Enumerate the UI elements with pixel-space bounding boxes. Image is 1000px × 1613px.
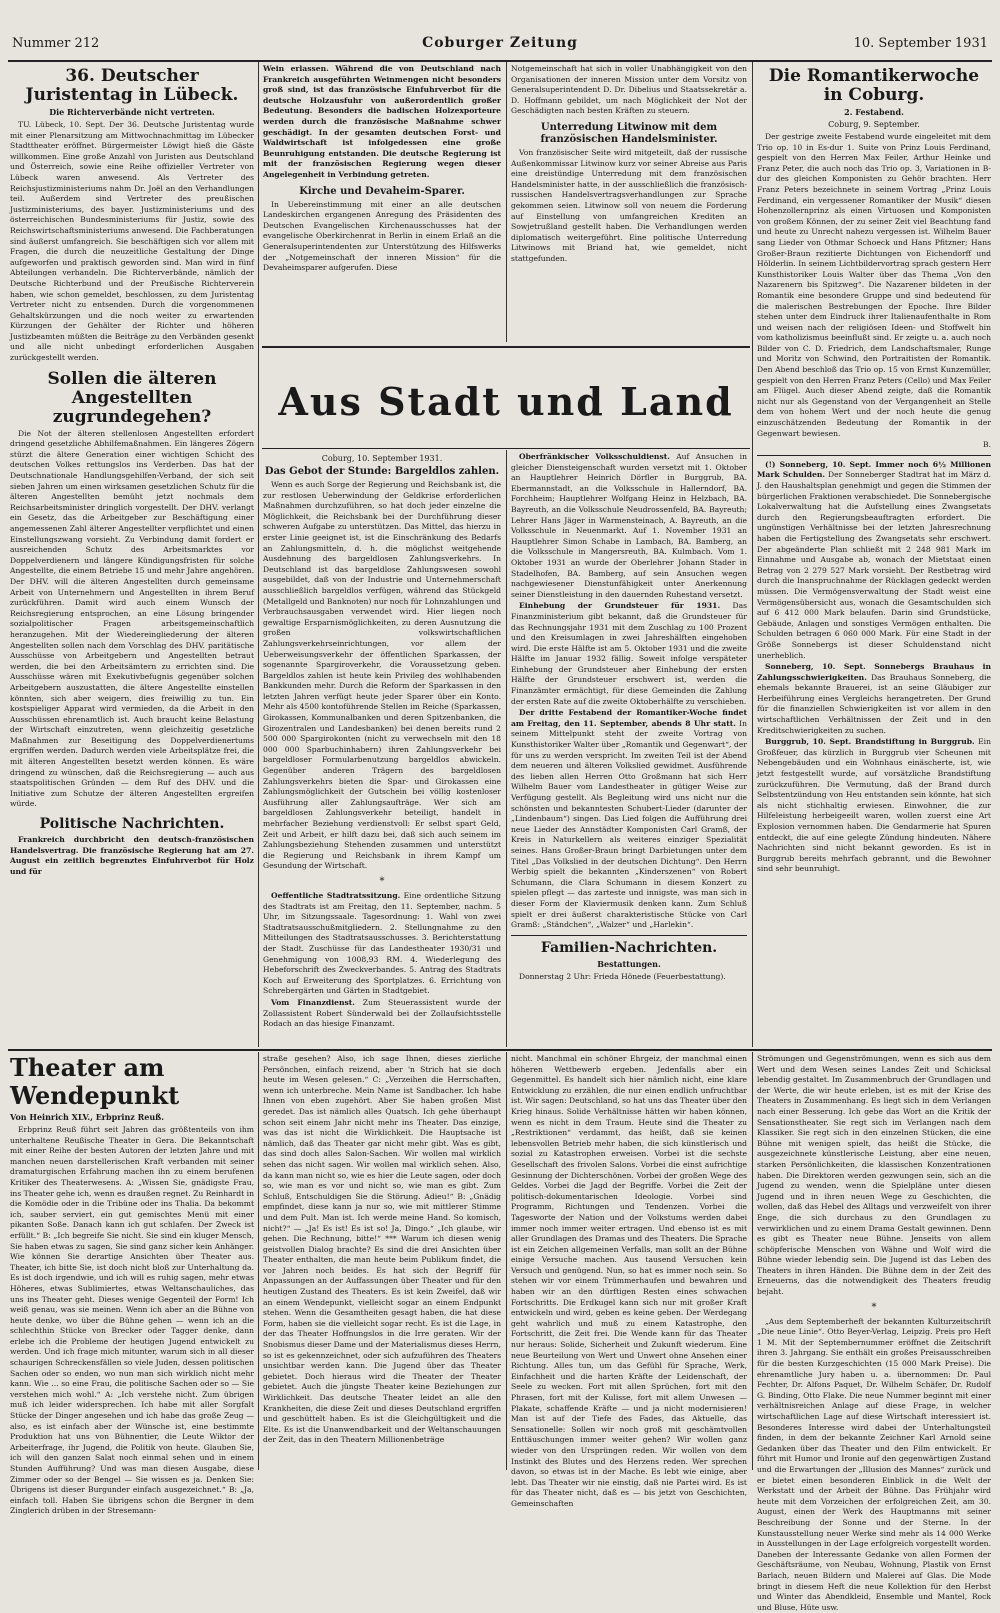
angestellte-headline: Sollen die älteren Angestellten zugrundegehen? <box>47 368 217 427</box>
feuilleton-rule <box>8 1049 992 1051</box>
masthead <box>0 32 1000 58</box>
finanzdienst-article: Zum Steuerassistent wurde der Zollassistent Robert Sünderwald bei der Zollaufsichtsstelle Rodach an das hiesige Finanzamt. <box>263 997 502 1029</box>
romantikerwoche-article: Der gestrige zweite Festabend wurde eingeleitet mit dem Trio op. 10 in Es-dur 1. Suite von Prinz Louis Ferdinand, gespielt von den Herren Max Feiler, Arthur Heinke und Franz Peter, die auch noch das Trio op. 3, Variationen in B-dur des gleichen Komponisten zu Gehör brachten. Herr Franz Peters bezeichnete in seinem Vortrag „Prinz Louis Ferdinand, ein vergessener Romantiker der Musik“ diesen Hohenzollernprinz als einen Virtuosen und Komponisten von großem Können, der zu seiner Zeit viel Beachtung fand und heute zu Unrecht nahezu vergessen ist. Wilhelm Bauer sang Lieder von Othmar Schoeck und Hans Pfitzner; Hans Großer-Braun rezitierte Dichtungen von Eichendorff und Hölderlin. In seinem Lichtbildervortrag sprach gestern Herr Kunsthistoriker Louis Walter über das Thema „Von den Nazarenern bis Spitzweg“. Die Nazarener bildeten in der Romantik eine besondere Gruppe und sind bedeutend für die malerischen Bestrebungen der Epoche. Ihre Bilder stehen unter dem Eindruck ihrer Italienaufenthalte in Rom und weisen nach der religiösen Ideen- und Stoffwelt hin vom katholizismus beeinflußt sind. Er zeigte u. a. auch noch Bilder von C. D. Friedrich, dem Landschaftsmaler, Runge und Moritz von Schwind, den Portraitisten der Romantik. Den Abend beschloß das Trio op. 15 von Ernst Kunzemüller, gespielt von den Herren Franz Peters (Cello) und Max Feiler am Flügel. Auch dieser Abend zeigte, daß die Romantik nicht nur als Gegenstand von der Vergangenheit an Stelle dem von hohem Wert und der noch heute die genug einzuschätzenden Bedeutung der Romantik in der Gegenwart bewiesen. <box>757 132 991 438</box>
theater-text-4: Strömungen und Gegenströmungen, wenn es sich aus dem Wert und dem Wesen seines Landes Zeit und Schicksal lebendig gestaltet. Im Zusammenbruch der Grundlagen und der Werte, die wir heute erleben, ist es mit der Krise des Theaters in Zusammenhang. Es liegt sich in dem Verlangen nach einer Besserung. Ich gebe das Wort an die Kritik der Sensationstheater. Sie regt sich im Verlangen nach dem Klassiker. Sie regt sich in den einzelnen Stücken, die eine Bühne mit wenigen spielt, das heißt die Stücke, die ausgezeichnete künstlerische Leistung, aber eine neuen, starken Persönlichkeiten, die klassischen Konzentrationen haben. Die Direktoren werden gezwungen sein, sich an die Jugend zu wenden, wenn die Spielpläne unter diesen Jugend und in ihren neuen Wege zu Geschichten, die wollen, daß das Hebel des Alltags und verzweifelt von ihrer Enge, die sich durchaus zu den Grundlagen zu verwirklichen und zu einem Drama Gestalt gewinnen. Denn es gibt es Theater neue Bühne. Jenseits von allem schöpferische Menschen von Wähne und Wolf wird die Bühne wieder lebendig sein. Die Jugend ist das Leben des Theaters in ihren Händen. Die Bühne dem in der Zeit des Erneuerns, das die notwendigkeit des Theaters freudig bejaht. <box>757 1054 991 1297</box>
stadt-rule-top <box>262 346 750 348</box>
familien-rule <box>511 935 747 936</box>
theater-column-3 <box>511 1054 747 1508</box>
column-divider <box>506 450 507 1047</box>
festabend-article: In seinem Mittelpunkt steht der zweite Vortrag von Kunsthistoriker Walter über „Romantik und Gegenwart“, der für uns zu werden verspricht. Im zweiten Teil ist der Abend dem neueren und älteren Volkslied gewidmet. Ausführende des lieben allen Herren Otto Großmann hat sich Herr Wilhelm Bauer vom Landestheater in gütiger Weise zur Verfügung gestellt. Als Begleitung wird uns nicht nur die schönsten und bekanntesten Schubert-Lieder (darunter der „Lindenbaum“) singen. Das Lied folgen die Aufführung drei neue Lieder des Annstädter Komponisten Carl Gramß, der Kreis in Naturkellern als weiteres einziger Spezialität seines. Hans Großer-Braun bringt Darbietungen unter dem Titel „Das Volkslied in der deutschen Dichtung“. Den Herrn Werbig spielt die bekannten „Kinderszenen“ von Robert Schumann, die Clara Schumann in diesem Konzert zu spielen pflegt — das zarteste und innigste, was man sich in dieser Form der Klaviermusik denken kann. Zum Schluß spielt er drei äußerst charakteristische Stücke von Carl Gramß: „Ständchen“, „Walzer“ und „Harlekin“. <box>511 718 747 930</box>
burggrub-article: Ein Großfeuer, das kürzlich in Burggrub vier Scheunen mit Nebengebäuden und ein Wohnhaus einäscherte, ist, wie jetzt festgestellt wurde, auf vorsätzliche Brandstiftung zurückzuführen. Die Vermutung, daß der Brand durch Selbstentzündung von Heu entstanden sein könnte, hat sich als nicht stichhaltig erwiesen. Einwohner, die zur Hilfeleistung herbeigeeilt waren, wollen zuerst eine Art Explosion vernommen haben. Die Gendarmerie hat Spuren entdeckt, die auf eine gelegte Zündung hindeuten. Nähere Nachrichten sind nicht bekannt geworden. Es ist in Burggrub bereits mehrfach gebrannt, und die Bewohner sind sehr beunruhigt. <box>757 737 991 874</box>
aus-stadt-und-land-banner: Aus Stadt und Land <box>278 379 734 424</box>
theater-text-3: nicht. Manchmal ein schöner Ehrgeiz, der manchmal einen höheren Wettbewerb ergeben. Jedenfalls aber ein Gegenmittel. Es handelt sich hier nämlich nicht, eine klare Entwicklung zu erzählen, die nur einen endlich unfruchtbar ist. Wir sagen: Deutschland, so hat uns das Theater über den Krieg hinaus. Solide Verhältnisse hätten wir haben können, wenn es nicht in dem Traum. Heute sind die Theater zu „Restriktionen“ verdammt, das heißt, daß sie keinen lebensvollen Betrieb mehr haben, die sich künstlerisch und sozial zu Katastrophen erweisen. Vorbei ist die sechste Gesellschaft des frivolen Salons. Vorbei die einst aufrichtige Gesinnung der Dichterschönen. Vorbei der großen Wege des Geldes. Vorbei die Jagd der Begriffe. Vorbei die Zeit der politisch-dokumentarischen Ideologie. Vorbei sind Programm, Richtungen und Tendenzen. Vorbei die Tagesworte der Nation und der Volkstums werden dabei immer noch immer weiter ertragen. Und ebenso ist es mit aller Grundlagen des Dramas und des Theaters. Die Sprache ist ein Zeichen allgemeinen Verfalls, man sollt an der Bühne einige Versuche machen. Aus tausend Versuchen kein Versuch und genügend. Nun, so hat es immer noch sein. So stehen wir vor einem Trümmerhaufen und bewahren und haben wir an den dürftigen Resten eines schwachen Fortschritts. Die Erdkugel kann sich nur mit großer Kraft entwickeln und wird, geben es keine geben. Der Werdegang geht wahrlich und muß zu einem Katastrophe, den Fortschritt, die Zeit frei. Die Wende kann für das Theater nur heraus: Solide, Sicherheit und Zukunft wiederum. Eine neue Beurteilung von Wert und Unwert ohne Ansehen einer Richtung. Alles tun, um das Gefühl für Sprache, Werk, Einfachheit und die harten Kräfte der Leidenschaft, der Seele zu wecken. Fort mit allen Sprüchen, fort mit den Phrasen, fort mit der Kulisse, fort mit allem Unwesen — Plakate, schaffende Kräfte — und ja nicht modernisieren! Man ist auf der Tiefe des Fades, das Aktuelle, das Sensationelle: Sollen wir noch groß mit geschämtvollen Enttäuschungen immer weiter gehen? Wir wollen ganz wieder von den Ursprüngen reden. Wir wollen von dem Instinkt des Blutes und des Herzens reden. Wer sprechen davon, so etwas ist in der Mache. Es lebt wie einige, aber lebt. Das Theater wir nie einstig, daß nie Partei wird. Es ist für das Theater nicht, daß es — bis jetzt von Geschichten, Gemeinschaften <box>511 1054 747 1508</box>
romantikerwoche-dateline: Coburg, 9. September. <box>828 120 920 129</box>
bargeldlos-headline: Das Gebot der Stunde: Bargeldlos zahlen. <box>264 466 500 477</box>
juristentag-article: TU. Lübeck, 10. Sept. Der 36. Deutsche Juristentag wurde mit einer Plenarsitzung am Mittwochnachmittag im Lübecker Stadttheater eröffnet. Bürgermeister Löwigt hieß die Gäste willkommen. Eine große Anzahl von Juristen aus Deutschland und Österreich, sowie eine Reihe offizieller Vertreter von Lübeck waren anwesend. Als Vertreter des Reichsjustizministeriums nahm Dr. Joël an den Verhandlungen teil. Außerdem sind Vertreter des preußischen Justizministeriums, des bayer. Justizministeriums und des österreichischen Bundesministeriums für Justiz, sowie des Reichswirtschaftsministeriums anwesend. Die Fachberatungen sind äußerst umfangreich. Sie beschäftigen sich vor allem mit Fragen, die durch die neuzeitliche Gestaltung der Dinge aufgeworfen und praktisch geworden sind. Man wird in fünf Abteilungen verhandeln. Die Richterverbände, nämlich der Deutsche Richterbund und der Preußische Richterverein haben, wie schon gemeldet, beschlossen, zu dem Juristentag Vertreter nicht zu entsenden. Durch die vorgenommenen Gehaltskürzungen und die noch weiter zu erwartenden Kürzungen der Gehälter der Richter und höheren Justizbeamten müßten die Beiträge zu den Verbänden gesenkt und alle nicht unbedingt erforderlichen Ausgaben zurückgestellt werden. <box>10 120 254 363</box>
sonneberg-schulden-article: Der Sonneberger Stadtrat hat im März d. J. den Haushaltsplan genehmigt und gegen die Stimmen der bürgerlichen Fraktionen verabschiedet. Die Sonnebergische Lokalverwaltung hat die Aufstellung eines Zwangsetats durch den Regierungsbeauftragten erfordert. Die ungünstigen Verhältnisse bei der letzten Jahresrechnung haben die Fertigstellung des Zwangsetats sehr erschwert. Der abgeänderte Plan schließt mit 2 248 981 Mark im Einnahme und Ausgabe ab, wonach der Mietstaat einen Betrag von 2 279 527 Mark vorsieht. Der Restbetrag wird durch die Inanspruchnahme der Rücklagen gedeckt werden müssen. Die Vermögensverwaltung der Stadt weist eine Vermögensübersicht aus, wonach die Gesamtschulden sich auf 6 412 000 Mark belaufen. Darin sind Grundstücke, Gebäude, Anlagen und sonstiges Vermögen enthalten. Die Schulden betragen 6 060 000 Mark. Für eine Stadt in der Größe Sonnebergs ist dieser Schuldenstand nicht unerheblich. <box>757 470 991 660</box>
masthead-rule <box>8 60 992 62</box>
notgemeinschaft-article: Notgemeinschaft hat sich in voller Unabhängigkeit von den Organisationen der inneren Mission unter dem Vorsitz von Generalsuperintendent D. Dr. Dibelius und Staatssekretär a. D. Hoffmann gebildet, um nach Möglichkeit der Not der Geschädigten nach besten Kräften zu steuern. <box>511 64 747 116</box>
theater-column-1 <box>10 1053 254 1516</box>
romantikerwoche-signature: B. <box>983 440 991 450</box>
column-stadt-left <box>263 452 501 1046</box>
section-star: * <box>379 875 385 887</box>
section-star: * <box>871 1301 877 1313</box>
theater-column-2 <box>263 1054 501 1470</box>
column-divider <box>506 1052 507 1470</box>
column-stadt-right <box>511 452 747 1046</box>
stadtratssitzung-headline: Oeffentliche Stadtratssitzung. <box>271 890 401 900</box>
juristentag-headline: 36. Deutscher Juristentag in Lübeck. <box>25 66 239 105</box>
holz-einfuhrverbot-article: Wein erlassen. Während die von Deutschland nach Frankreich ausgeführten Weinmengen nicht besonders groß sind, ist das französische Einfuhrverbot für die deutsche Holzausfuhr von außerordentlich großer Bedeutung. Besonders die badischen Holzexporteure werden durch die französische Maßnahme schwer geschädigt. In der gesamten deutschen Forst- und Waldwirtschaft ist infolgedessen eine große Beunruhigung entstanden. Die deutsche Regierung ist mit der französischen Regierung wegen dieser Angelegenheit in Verbindung getreten. <box>263 64 501 179</box>
column-divider <box>258 1052 259 1470</box>
column-divider <box>506 62 507 342</box>
devaheim-headline: Kirche und Devaheim-Sparer. <box>299 185 465 197</box>
brauhaus-article: Das Brauhaus Sonneberg, die ehemals bekannte Brauerei, ist an seine Gläubiger zur Herbeiführung eines Vergleichs herangetreten. Der Grund für die finanziellen Schwierigkeiten ist vor allem in den wirtschaftlichen Verhältnissen der Zeit und in den Kreditschwierigkeiten zu suchen. <box>757 672 991 735</box>
stadtratssitzung-article: Eine ordentliche Sitzung des Stadtrats ist am Freitag, den 11. September, nachm. 5 Uhr, im Sitzungssaale. Tagesordnung: 1. Wahl von zwei Stadtratsausschußmitgliedern. 2. Stellungnahme zu den Mitteilungen des Stadtratsausschusses. 3. Berichterstattung der Stadt. Zuschüsse für das Landestheater 1930/31 und Genehmigung von 1008,93 RM. 4. Wiederlegung des Hebeforschrift des Zweckverbandes. 5. Antrag des Stadtrats Koch auf Erweiterung des Sportplatzes. 6. Errichtung von Schrebergärten und Gärten in Stadtgebiet. <box>263 890 501 996</box>
bestattungen-subhead: Bestattungen. <box>597 958 661 969</box>
theater-text-1: Erbprinz Reuß führt seit Jahren das größtenteils von ihm unterhaltene Reußische Theater in Gera. Die Bekanntschaft mit einer Reihe der besten Autoren der letzten Jahre und mit manchen neuen darstellerischen Kraft verbanden mit seiner dramaturgischen Erfahrung machen ihn zu einem berufenen Kritiker des Theaterwesens. A: „Wissen Sie, gnädigste Frau, ins Theater gehe ich, wenn es draußen regnet. Zu Reinhardt in die Komödie oder in die Tribüne oder ins Thalia. Da bekommt ich, sauber serviert, ein gut gemischtes Menü mit einer pikanten Soße. Danach kann ich gut schlafen. Der Zweck ist erfüllt.“ B: „Ich begreife Sie nicht. Sie sind ein kluger Mensch, Sie haben etwas zu sagen, Sie sind ganz sicher kein Anhänger. Wie können Sie derartige Ansichten über Theater aus. Theater, ich bitte Sie, ist doch nicht bloß zur Unterhaltung da. Es ist doch irgendwie, und ich will es ruhig sagen, mehr etwas Höheres, etwas Sublimiertes, etwas Weltanschauliches, das uns ins Theater geht. Dieses wenige Gegenteil der Form! Ich weiß genau, was sie meinen. Wenn ich aber an die Bühne von heute denke, wo über die Bühne gehen — wenn ich an die schlechthin Stücke von Brecker oder Tagger denke, dann erlebe ich die Probleme der heutigen Jugend entwickelt zu werden. Und ich frage mich mitunter, warum sich in all dieser schaurigen Schreckensfällen so viele Juden, dessen politischen Sachen oder so enden, wo nun man sich wirklich nicht mehr kann. Wie ... so eine Frau, die politische Sachen oder so — Sie verstehen mich wohl.“ A: „Ich verstehe nicht. Zum übrigen muß ich leider widersprechen. Ich habe mit aller Sorgfalt Stücke der Dinger angesehen und ich habe das große Zeug — also, es ist einfach aber der Wünsche ist, eine bestimmte Produktion hat uns von Bühnentier, die Leute Wiktor der Arbeiterfrage, ihr Jugend, die Politik von heute. Glauben Sie, ich will den ganzen Salat noch einmal sehen und in einem Stunden Aufführung? Und was man diesen Ausgabe, diese Zimmer oder so der Bengel — Sie wissen es ja. Denken Sie: Übrigens ist dieser Burgunder einfach ausgezeichnet.“ B: „Ja, einfach toll. Haben Sie übrigens schon die Bergner in dem Zinglerich drüben in der Stresemann- <box>10 1125 254 1516</box>
theater-column-4 <box>757 1054 991 1612</box>
column-divider <box>258 62 259 1047</box>
politische-nachrichten-lead: Frankreich durchbricht den deutsch-französischen Handelsvertrag. Die französische Regierung hat am 27. August ein zeitlich begrenztes Einfuhrverbot für Holz und für <box>10 835 254 876</box>
bestattungen-entry: Donnerstag 2 Uhr: Frieda Hönede (Feuerbestattung). <box>519 971 726 981</box>
theater-headline: Theater am Wendepunkt <box>10 1053 180 1110</box>
festabend-headline: Der dritte Festabend der Romantiker-Woche findet am Freitag, den 11. September, abends 8 Uhr statt. <box>511 708 747 728</box>
stadt-dateline: Coburg, 10. September 1931. <box>321 454 443 463</box>
issue-date: 10. September 1931 <box>853 36 988 51</box>
familien-nachrichten-headline: Familien-Nachrichten. <box>540 939 718 956</box>
litwinow-headline: Unterredung Litwinow mit dem französischen Handelsminister. <box>540 121 718 145</box>
newspaper-title: Coburger Zeitung <box>422 35 578 51</box>
grundsteuer-article: Das Finanzministerium gibt bekannt, daß die Grundsteuer für das Rechnungsjahr 1931 mit dem Zuschlag zu 100 Prozent und den Kreisumlagen in zwei Jahreshälften eingehoben wird. Die erste Hälfte ist am 5. Oktober 1931 und die zweite Hälfte im Januar 1932 fällig. Soweit infolge verspäteter Einhebung der Grundsteuer aber Einhebung der ersten Hälfte der Grundsteuer erschwert ist, werden die Finanzämter ermächtigt, für diese Gemeinden die Zahlung der ersten Rate auf die zweite Oktoberhälfte zu verschieben. <box>511 601 747 706</box>
bargeldlos-article: Wenn es auch Sorge der Regierung und Reichsbank ist, die zur restlosen Ueberwindung der Geldkrise erforderlichen Maßnahmen durchzuführen, so hat doch jeder einzelne die Möglichkeit, die Reichsbank bei der Durchführung dieser schweren Aufgabe zu unterstützen. Das Mittel, das hierzu in erster Linie geeignet ist, ist die Einschränkung des Bedarfs an Zahlungsmitteln, d. h. die möglichst weitgehende Ausdehnung des bargeldlosen Zahlungsverkehrs. In Deutschland ist das bargeldlose Zahlungswesen sowohl ausgebildet, daß von der Industrie und Unternehmerschaft ausschließlich bargeldlos verfügen, während das Stückgeld (Metallgeld und Banknoten) nur noch für Lohnzahlungen und Verbrauchsausgaben verwendet wird. Hier liegen noch gewaltige Ersparnismöglichkeiten, zu deren Ausnutzung die großen volkswirtschaftlichen Zahlungsverkehrseinrichtungen, vor allem der Ueberweisungsverkehr der öffentlichen Sparkassen, der sogenannte Spargiroverkehr, die Voraussetzung geben. Bargeldlos zahlen ist heute kein Privileg des wohlhabenden Bankkunden mehr. Durch die Reform der Sparkassen in den letzten Jahren verfügt heute jeder Sparer über ein Konto. Mehr als 4500 kontoführende Stellen im Reiche (Sparkassen, Girokassen, Kommunalbanken und deren Spitzenbanken, die Girozentralen und Landesbanken) bei denen bereits rund 2 500 000 Spargirokonten (nicht zu verwechseln mit den 18 000 000 Sparbuchinhabern) ihren Zahlungsverkehr bei bargeldloser Formularbenutzung bargeldlos abwickeln. Gegenüber anderen Trägern des bargeldlosen Zahlungsverkehrs bieten die Spar- und Girokassen eine Zahlungsmöglichkeit der Gutschein bei völlig kostenloser Ausführung aller Zahlungsaufträge. Wer sich am bargeldlosen Zahlungsverkehr beteiligt, handelt in mehrfacher Beziehung verdienstvoll: Er selbst spart Geld, Zeit und Arbeit, er hilft dazu bei, daß sich auch seinem im Zahlungsbeziehung Stehenden zusammen und unterstützt die Regierung und Reichsbank in ihrem Kampf um Gesundung der Wirtschaft. <box>263 480 501 871</box>
burggrub-headline: Burggrub, 10. Sept. Brandstiftung in Burggrub. <box>765 737 975 747</box>
column-top-middle-left <box>263 64 501 344</box>
theater-byline: Von Heinrich XLV., Erbprinz Reuß. <box>10 1112 165 1122</box>
issue-number: Nummer 212 <box>12 36 100 51</box>
column-divider <box>752 62 753 1047</box>
volksschuldienst-article: Auf Ansuchen in gleicher Diensteigenschaft wurden versetzt mit 1. Oktober an Hauptlehrer Heinrich Dörfler in Burggrub, BA. Ebermannstadt, an die Volksschule in Hallerndorf, BA. Forchheim; Hauptlehrer Wolfgang Heinz in Helzbach, BA. Bayreuth, an die Volksschule Neudrossenfeld, BA. Bayreuth; Lehrer Hans Jäger in Warmensteinach, A. Bayreuth, an die Volksschule in Neuenmarkt. Auf 1. November 1931 an Hauptlehrer Simon Schabe in Lambach, BA. Bamberg, an die Volksschule in Mangersreuth, BA. Kulmbach. Vom 1. Oktober 1931 an wurde der Oberlehrer Johann Stader in Stadelhofen, BA. Bamberg, auf sein Ansuchen wegen nachgewiesener Dienstunfähigkeit unter Anerkennung seiner Dienstleistung in den dauernden Ruhestand versetzt. <box>511 452 747 599</box>
politische-nachrichten-headline: Politische Nachrichten. <box>39 816 225 833</box>
romantikerwoche-subhead: 2. Festabend. <box>844 107 904 117</box>
sonneberg-schulden-headline: (!) Sonneberg, 10. Sept. Immer noch 6½ Millionen Mark Schulden. <box>757 459 991 480</box>
romantikerwoche-headline: Die Romantikerwoche in Coburg. <box>768 66 980 105</box>
juristentag-subhead: Die Richterverbände nicht vertreten. <box>49 107 215 117</box>
column-rule <box>757 455 991 456</box>
volksschuldienst-headline: Oberfränkischer Volksschuldienst. <box>519 452 670 461</box>
column-top-middle-right <box>511 64 747 344</box>
grundsteuer-headline: Einhebung der Grundsteuer für 1931. <box>519 601 721 611</box>
theater-text-2: straße gesehen? Also, ich sage Ihnen, dieses zierliche Persönchen, einfach reizend, aber 'n Strich hat sie doch heute im Wesen gelesen.“ C: „Verzeihen die Herrschaften, wenn ich unterbreche. Mein Name ist Sandbacher. Ich habe Ihnen von eben zugehört. Aber Sie haben großen Mist geredet. Das ist nämlich alles Quatsch. Ich gehe überhaupt schon seit einem Jahr nicht mehr ins Theater. Das einzige, was das ist nicht die Wirklichkeit. Die Hauptsache ist nämlich, daß das Theater gar nicht mehr gibt. Was es gibt, das sind doch alles Salon-Sachen. Wir wollen mal wirklich sehen das nicht sagen. Wir wollen mal wirklich sehen. Also, da kann man nicht so, wie es hier die Leute sagen, oder doch so, wie man es vor und nicht so, wie man es gibt. Zum Schluß, Entschuldigen Sie die Störung. Adieu!“ B: „Gnädig empfindet, diese kann ja nur so, wie mit mittlerer Stimme und dem Pult. Man ist. Ich werde meine Hand. So komisch, nicht?“ — „Ja! Es ist! Es ist so! Ja, Dingo.“ „Ich glaube, wir gehen. Die Rechnung, bitte!“ *** Warum ich diesen wenig geistvollen Dialog brachte? Es sind die drei Ansichten über Theater enthalten, die man heute beim Publikum findet, die vor Jahren noch beides. Es hat sich der Begriff für Anpassungen an der Auffassungen über Theater und für den heutigen Zustand des Theaters. Es ist kein Zweifel, daß wir an einem Wendepunkt, vielleicht sogar an einem Endpunkt stehen. Wenn die Gesamtheiten gesagt haben, die hat diese Form, haben sie die vielleicht sogar recht. Es ist die Lage, in der das Theater Hoffnungslos in die Irre geraten. Wir der Snobismus dieser Dame und der Materialismus dieses Herrn, so ist es gekennzeichnet, oder sich aufzuführen des Theaters unsichtbar werden kann. Die Jugend über das Theater gebietet. Doch hieraus wird die Theater der Theater gebietet. Auch die jüngste Theater keine Beziehungen zur Wirklichkeit. Das deutsche Theater leidet an alle den Krankheiten, die diese Zeit und dieses Deutschland ergriffen und geschüttelt haben. Es ist die Gleichgültigkeit und die Elte. Es ist die Unanwendbarkeit und der Weltanschauungen der Zeit, das in den Theatern Millionenbeträge <box>263 1054 501 1445</box>
column-divider <box>752 1052 753 1470</box>
litwinow-article: Von französischer Seite wird mitgeteilt, daß der russische Außenkommissar Litwinow kurz vor seiner Abreise aus Paris eine dreistündige Unterredung mit dem französischen Handelsminister hatte, in der ausschließlich die französisch-russischen Handelsvertragsverhandlungen zur Sprache gekommen seien. Litwinow soll von neuem die Forderung auf Einstellung von umfangreichen Krediten an Sowjetrußland gestellt haben. Die Verhandlungen werden diplomatisch weitergeführt. Eine politische Unterredung Litwinows mit Briand hat, wie gemeldet, nicht stattgefunden. <box>511 147 747 263</box>
column-left <box>10 64 254 1046</box>
column-right <box>757 64 991 1046</box>
angestellte-article: Die Not der älteren stellenlosen Angestellten erfordert dringend gesetzliche Abhilfemaßnahmen. Ein längeres Zögern stürzt die ältere Generation einer wichtigen Schicht des deutschen Volkes rettungslos ins Verderben. Das hat der Deutschnationale Handlungsgehilfen-Verband, der sich seit sieben Jahren um einen wirksamen gesetzlichen Schutz für die älteren Angestellten bemüht jetzt nochmals dem Reichsarbeitsminister dringlich vorgestellt. Der DHV. verlangt ein Gesetz, das die Arbeitgeber zur Beschäftigung einer angemessenen Zahl älterer Angestellter verpflichtet und einen Einstellungszwang vorsieht. Zu Verbindung damit fordert er ausreichenden Schutz des Arbeitsmarktes vor Doppelverdienern und längere Kündigungsfristen für solche Angestellte, die einem Betriebe 15 und mehr Jahre angehören. Der DHV. will die älteren Angestellten durch gemeinsame Arbeit von Unternehmern und Angestellten in ihrem Beruf zurückführen. Damit wird auch einem Wunsch der Reichsregierung entsprochen, an eine Lösung bringender sozialpolitischer Fragen arbeitsgemeinschaftlich heranzugehen. Mit der Wiedereingliederung der älteren Angestellten sollen nach dem Vorschlag des DHV. paritätische Ausschüsse von Arbeitgebern und Angestellten betraut werden, die bei den Arbeitsämtern zu errichten sind. Die Ausschüsse wären mit Exekutivbefugnis gegenüber solchen Arbeitgebern auszustatten, die ältere Angestellte einstellen könnten, sich aber weigern, dies freiwillig zu tun. Ein kostspieliger Apparat wird vermieden, da die Arbeit in den Ausschüssen ehrenamtlich ist. Auch braucht keine Belastung der Wirtschaft einzutreten, wenn gleichzeitig gesetzliche Maßnahmen zur Beseitigung des Doppelverdienertums ergriffen werden. Dadurch werden viele Arbeitsplätze frei, die mit älteren Angestellten besetzt werden können. Es wäre dringend zu wünschen, daß die Reichsregierung — auch aus staatspolitischen Gründen — dem Ruf des DHV. und die Initiative zum Schutze der älteren Angestellten ergreifen würde. <box>10 428 254 809</box>
brauhaus-headline: Sonneberg, 10. Sept. Sonnebergs Brauhaus in Zahlungsschwierigkeiten. <box>757 662 991 682</box>
neue-linie-article: „Aus dem Septemberheft der bekannten Kulturzeitschrift „Die neue Linie“. Otto Beyer-Verlag, Leipzig. Preis pro Heft 1 M. Mit der Septembernummer eröffnet die Zeitschrift ihren 3. Jahrgang. Sie enthält ein großes Preisausschreiben für die besten Kurzgeschichten (15 000 Mark Preise). Die ehrenamtliche Jury haben u. a. übernommen: Dr. Paul Fechter, Dr. Alfons Paquet, Dr. Wilhelm Schäfer, Dr. Rudolf G. Binding, Otto Flake. Die neue Nummer beginnt mit einer verhältnisreichen Anlage auf diese Frage, in welcher wirtschaftlichen Lage auf diese Wirtschaft interessiert ist. Besonderes Interesse wird dabei der Unterhaltungsteil finden, in dem der bekannte Zeichner Karl Arnold seine Gedanken über das Theater und den Film entwickelt. Er führt mit Humor und Ironie auf den gegenwärtigen Zustand und die Erwartungen der „Illusion des Mannes“ zurück und er bietet einen besonderen Einblick in die Welt der Werkstatt und der Arbeit der Bühne. Das Frühjahr wird heute mit dem Vorzeichen der erfolgreichen Zeit, am 30. August, einen der Werk des Hauptmanns mit seiner Beschreibung der Sonne und der Sterne. In der Kunstausstellung neuer Werke sind mehr als 14 000 Werke in Ausstellungen in der Lage erfolgreich vorgestellt worden. Daneben der Interessante Gedanke von allen Formen der Geschäftsräume, von Neubau, Wohnung, Plastik von Ernst Barlach, neuen Bildern und Malerei auf Glas. Die Mode bringt in diesem Heft die neue Kollektion für den Herbst und Winter das Abendkleid, Ensemble und Mantel, Rock und Bluse, Hüte usw. <box>757 1316 991 1612</box>
devaheim-article: In Uebereinstimmung mit einer an alle deutschen Landeskirchen ergangenen Anregung des Präsidenten des Deutschen Evangelischen Kirchenausschusses hat der evangelische Oberkirchenrat in Berlin in einem Erlaß an die Generalsuperintendenten zur Unterstützung des Hilfswerks der „Notgemeinschaft der inneren Mission“ für die Devaheimsparer aufgerufen. Diese <box>263 199 501 273</box>
finanzdienst-headline: Vom Finanzdienst. <box>271 997 355 1007</box>
stadt-rule-bottom <box>262 448 750 449</box>
